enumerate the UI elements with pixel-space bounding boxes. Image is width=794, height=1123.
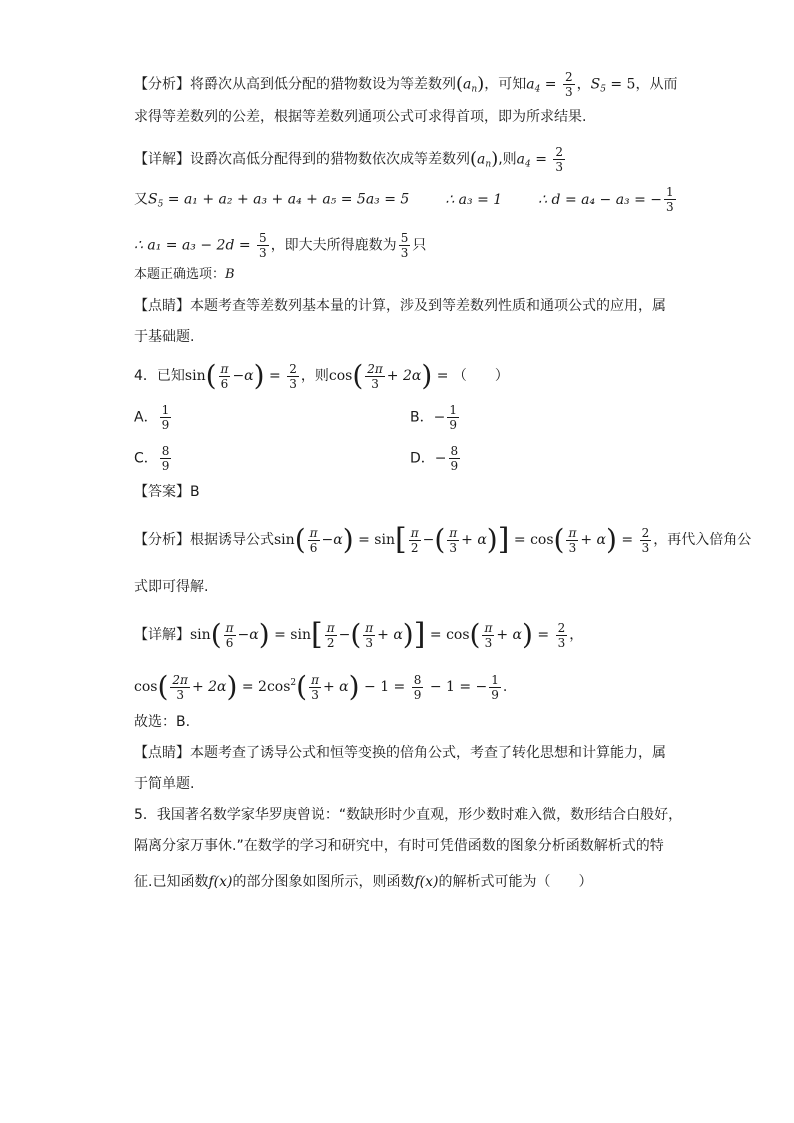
question-5-line-3: 征.已知函数f(x)的部分图象如图所示，则函数f(x)的解析式可能为（ ） (134, 874, 593, 890)
answer-line: 本题正确选项：B (134, 267, 235, 282)
detail-result-line: ∴ a₁ = a₃ − 2d = $\frac{5}{3}$ ，即大夫所得鹿数为 $\frac{5}{3}$ 只 (134, 231, 427, 260)
analysis-paragraph-1: 【分析】将爵次从高到低分配的猎物数设为等差数列$(a_n)$，可知$a_4$ = $\frac{2}{3}$ ，$S_5 = 5$，从而 (134, 70, 678, 99)
question-5-line-1: 5．我国著名数学家华罗庚曾说：“数缺形时少直观，形少数时难入微，数形结合白般好， (134, 807, 683, 823)
fraction: $\frac{2}{3}$ (564, 70, 573, 99)
option-c[interactable]: C． $\frac{8}{9}$ (134, 444, 170, 473)
detail-paragraph-1: 【详解】设爵次高低分配得到的猎物数依次成等差数列$(a_n)$,则$a_4$ = $\frac{2}{3}$ (134, 145, 564, 174)
analysis-paragraph-1-line-2: 求得等差数列的公差，根据等差数列通项公式可求得首项，即为所求结果. (134, 109, 587, 125)
choose-line: 故选：B. (134, 714, 191, 730)
analysis-tag: 【分析】 (134, 76, 190, 93)
detail-tag: 【详解】 (134, 151, 190, 168)
tip-paragraph-1: 【点睛】本题考查等差数列基本量的计算，涉及到等差数列性质和通项公式的应用，属 (134, 298, 666, 314)
question-5-line-2: 隔离分家万事休.”在数学的学习和研究中，有时可凭借函数的图象分析函数解析式的特 (134, 838, 664, 854)
tip-paragraph-1-line-2: 于基础题. (134, 329, 195, 345)
q4-detail-line-2: cos( $\frac{2\pi}{3}$ + $2\alpha) = 2\cos^2$( $\frac{\pi}{3}$ + α) − 1 = $\frac{8}{9}$ − 1 = − $\frac{1}{9}$ . (134, 670, 508, 703)
option-a[interactable]: A． $\frac{1}{9}$ (134, 403, 170, 432)
tip-paragraph-2: 【点睛】本题考查了诱导公式和恒等变换的倍角公式，考查了转化思想和计算能力，属 (134, 745, 666, 761)
q4-detail: 【详解】sin( $\frac{\pi}{6}$ −α) = sin[ $\frac{\pi}{2}$ −( $\frac{\pi}{3}$ + α)] = cos( $\frac{\pi}{3}$ + α) = $\frac{2}{3}$ ， (134, 617, 584, 652)
tip-tag: 【点睛】 (134, 298, 190, 314)
tip-paragraph-2-line-2: 于简单题. (134, 776, 195, 792)
detail-sum-line: 又$S_5 = a_1 + a_2 + a_3 + a_4 + a_5 = 5a_3 = 5$ ∴ a₃ = 1 ∴ d = a₄ − a₃ = − $\frac{1}{3}$ (134, 185, 674, 214)
question-4-stem: 4．已知sin( $\frac{\pi}{6}$ −α) = $\frac{2}{3}$ ，则cos( $\frac{2\pi}{3}$ + 2α) = （ ） (134, 359, 509, 392)
answer-4: 【答案】B (134, 484, 200, 500)
option-d[interactable]: D．− $\frac{8}{9}$ (410, 444, 459, 473)
q4-analysis: 【分析】根据诱导公式sin( $\frac{\pi}{6}$ −α) = sin[ $\frac{\pi}{2}$ −( $\frac{\pi}{3}$ + α)] = cos( $\frac{\pi}{3}$ + α) = $\frac{2}{3}$ ，再代入倍角公 (134, 522, 752, 557)
option-b[interactable]: B．− $\frac{1}{9}$ (410, 403, 457, 432)
q4-analysis-line-2: 式即可得解. (134, 579, 209, 595)
analysis-text: 将爵次从高到低分配的猎物数设为等差数列 (190, 76, 456, 93)
